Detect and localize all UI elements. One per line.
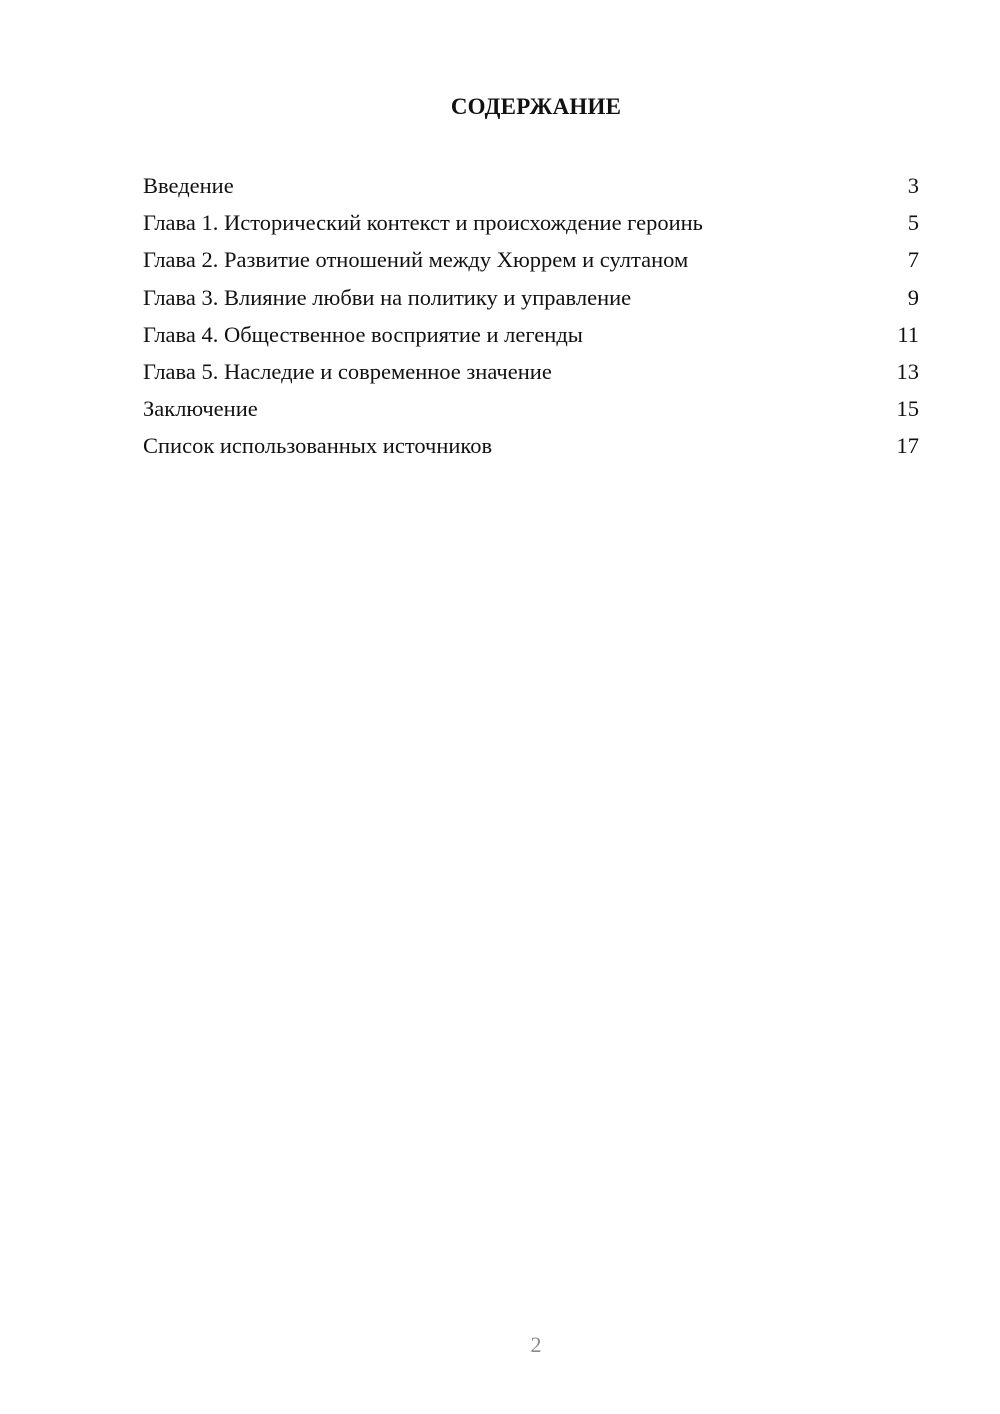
toc-entry-title: Глава 4. Общественное восприятие и легенды [143, 321, 583, 347]
toc-entry-page: 9 [907, 284, 919, 310]
toc-entry-chapter-5 [143, 353, 919, 390]
toc-entry-introduction [143, 167, 919, 204]
toc-entry-title: Введение [143, 173, 234, 198]
toc-entry-title: Список использованных источников [143, 433, 493, 459]
toc-entry-title: Заключение [143, 396, 258, 422]
toc-entry-page: 3 [907, 173, 919, 198]
toc-entry-title: Глава 1. Исторический контекст и происхождение героинь [143, 210, 703, 236]
toc-entry-chapter-2 [143, 241, 919, 278]
toc-entry-chapter-4 [143, 316, 919, 353]
toc-entry-title: Глава 5. Наследие и современное значение [143, 358, 552, 384]
toc-entry-page: 5 [907, 210, 919, 236]
toc-entry-page: 11 [897, 321, 919, 347]
toc-entry-title: Глава 3. Влияние любви на политику и управление [143, 284, 632, 310]
toc-entry-chapter-3 [143, 279, 919, 316]
toc-entry-page: 7 [907, 247, 919, 273]
toc-entry-title: Глава 2. Развитие отношений между Хюррем и султаном [143, 247, 689, 273]
page-number: 2 [530, 1332, 542, 1357]
toc-entry-page: 15 [896, 396, 919, 422]
table-of-contents [143, 167, 919, 465]
toc-entry-page: 13 [896, 358, 919, 384]
toc-entry-page: 17 [896, 433, 919, 459]
toc-entry-chapter-1 [143, 204, 919, 241]
toc-entry-references [143, 427, 919, 464]
toc-heading: СОДЕРЖАНИЕ [450, 94, 622, 119]
toc-entry-conclusion [143, 390, 919, 427]
